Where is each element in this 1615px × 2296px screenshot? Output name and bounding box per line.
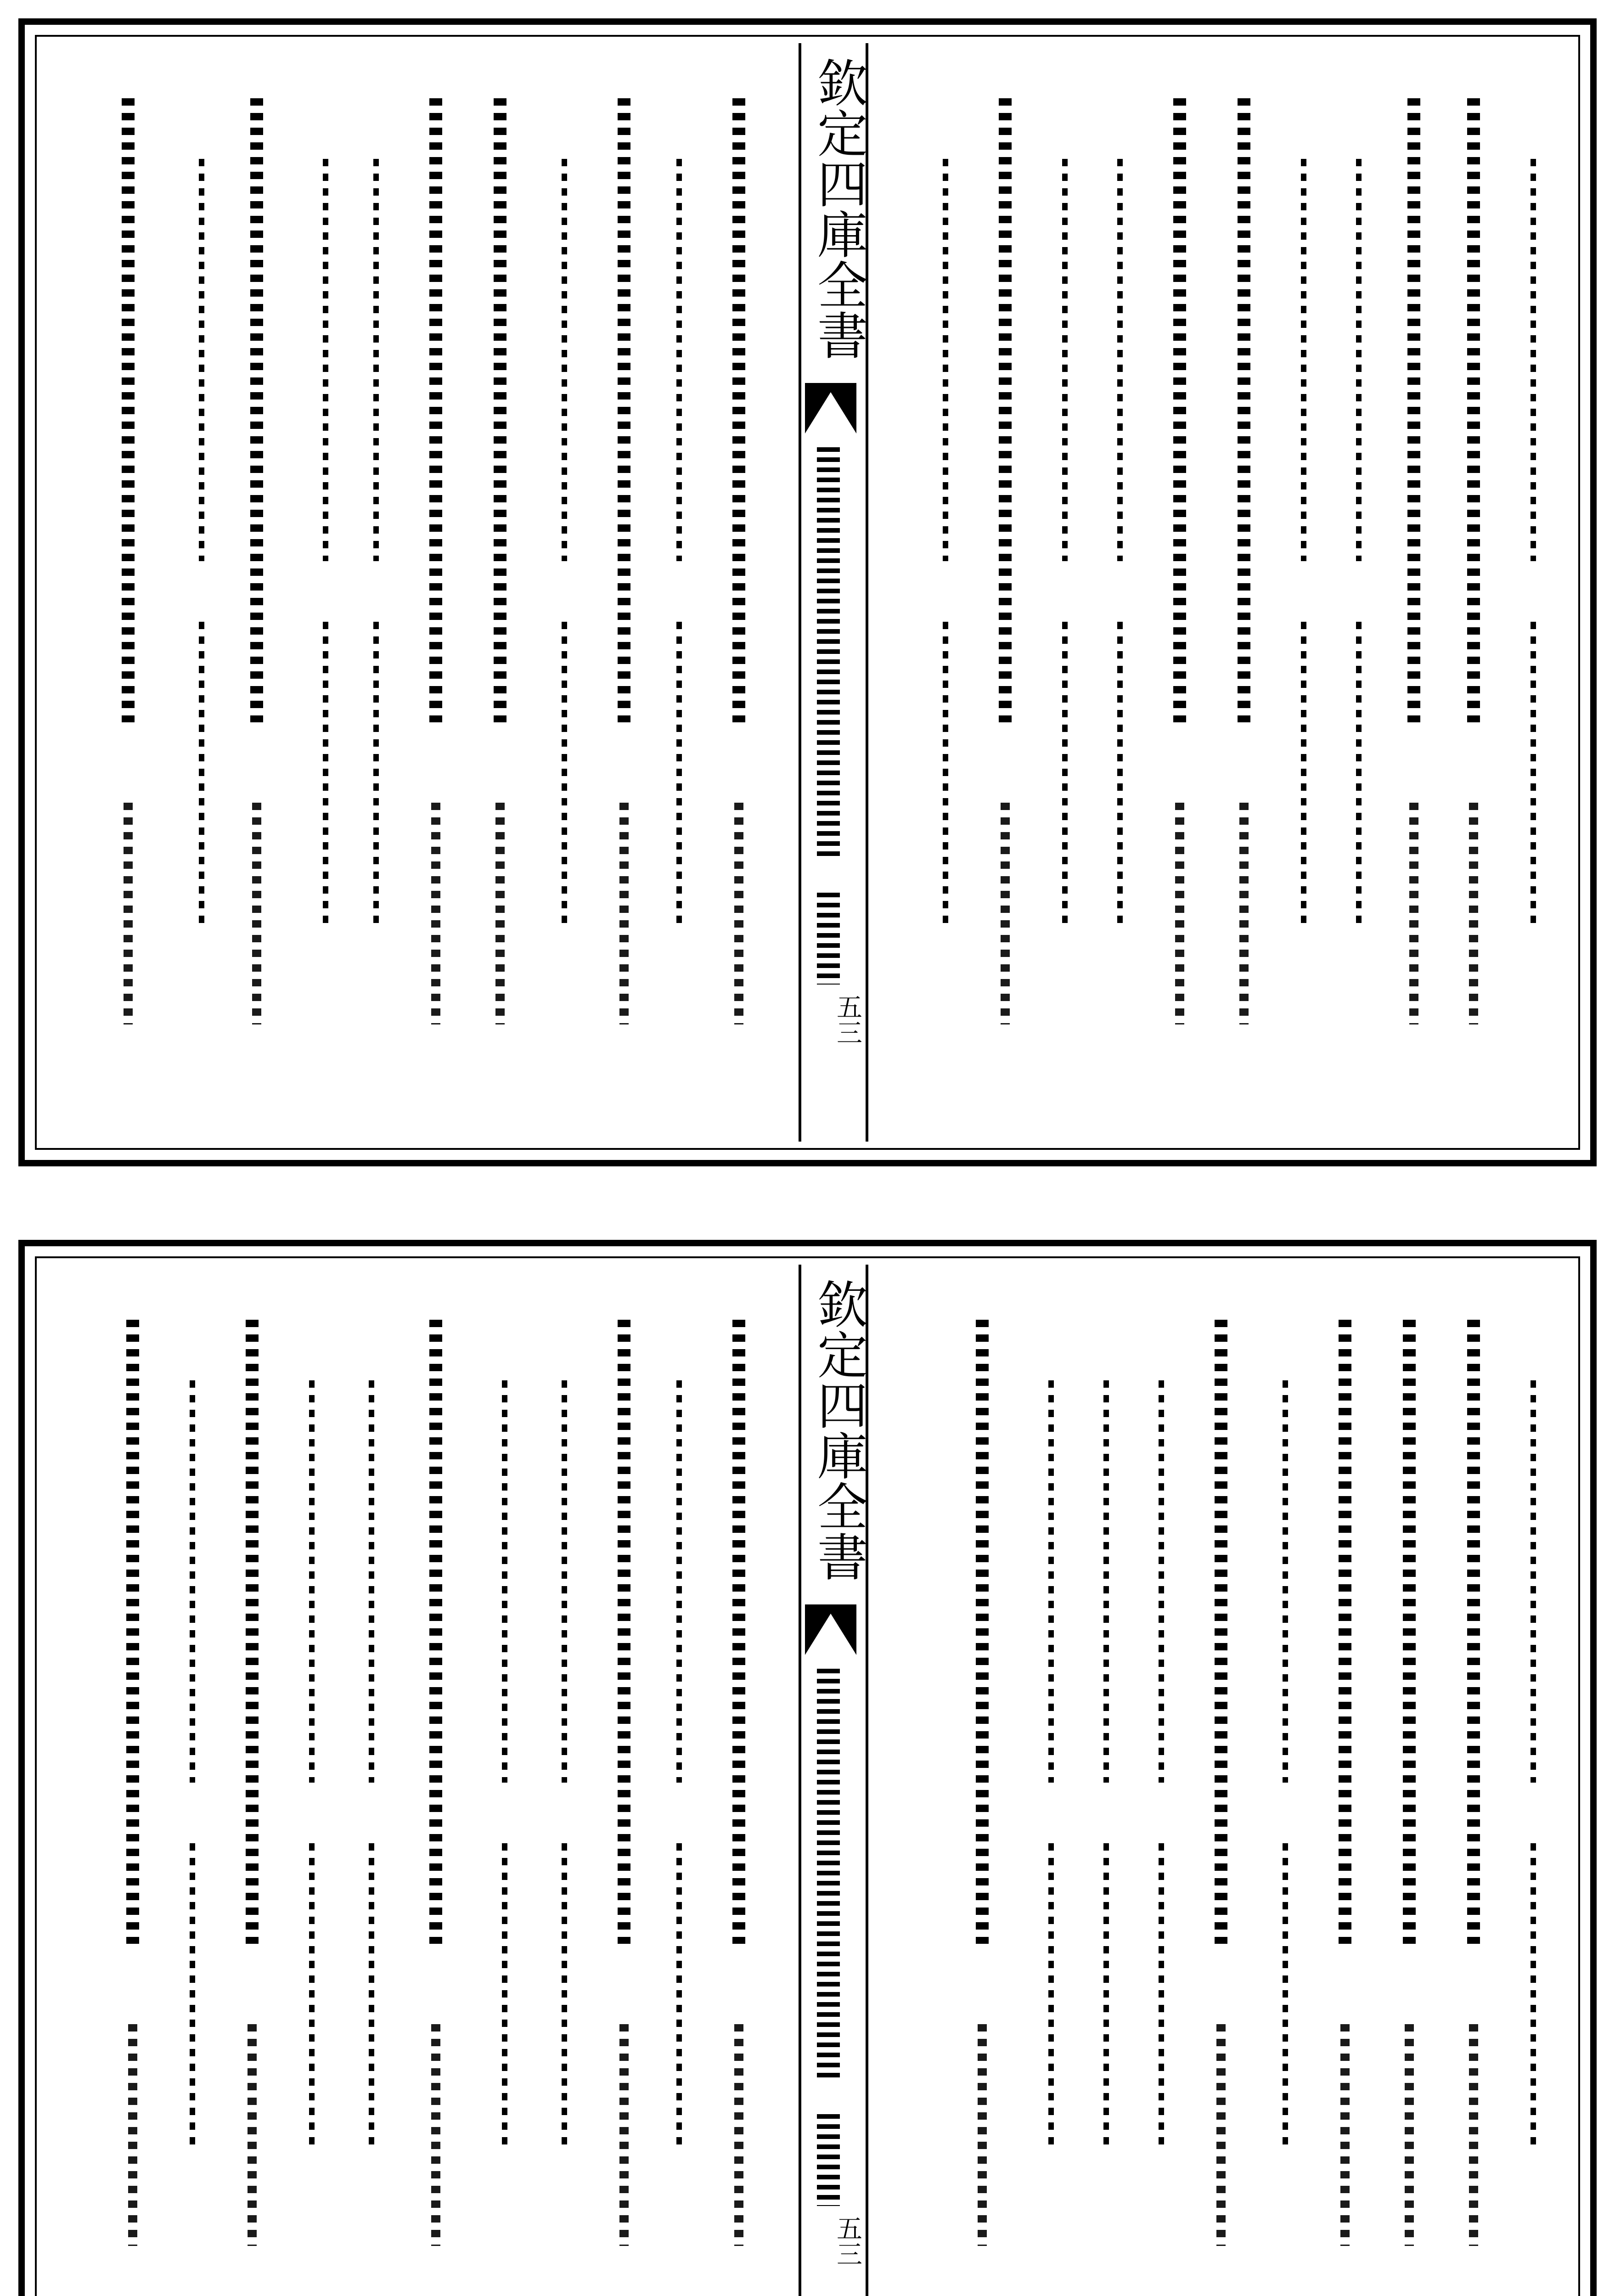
- page-spread-top: [18, 18, 1597, 1166]
- script-column: [1334, 98, 1384, 1105]
- margin-script: [817, 447, 840, 861]
- script-column: [411, 98, 461, 1105]
- script-column: [300, 98, 351, 1105]
- right-text-block: [865, 1265, 1586, 2296]
- script-column: [1219, 98, 1269, 1105]
- script-column: [654, 98, 704, 1105]
- script-column: [287, 1320, 337, 2296]
- script-column: [539, 1320, 590, 2296]
- script-column: [714, 1320, 764, 2296]
- script-column: [539, 98, 590, 1105]
- center-margin: [799, 1265, 868, 2296]
- script-column: [351, 98, 401, 1105]
- margin-script: [817, 2114, 840, 2206]
- script-column: [1508, 1320, 1559, 2296]
- script-column: [103, 98, 153, 1105]
- script-column: [1154, 98, 1205, 1105]
- script-column: [107, 1320, 158, 2296]
- script-column: [957, 1320, 1007, 2296]
- margin-script: [817, 1669, 840, 2082]
- script-column: [920, 98, 971, 1105]
- script-column: [411, 1320, 461, 2296]
- script-column: [475, 98, 525, 1105]
- left-text-block: [43, 1265, 796, 2296]
- script-column: [346, 1320, 397, 2296]
- margin-leaf-number: 五三: [833, 994, 862, 1045]
- right-text-block: [865, 43, 1586, 1142]
- script-column: [231, 98, 282, 1105]
- script-column: [1081, 1320, 1131, 2296]
- script-column: [1095, 98, 1145, 1105]
- script-column: [1320, 1320, 1370, 2296]
- fishtail-ornament-icon: [805, 1604, 856, 1655]
- script-column: [227, 1320, 277, 2296]
- script-column: [1448, 1320, 1499, 2296]
- left-text-block: [43, 43, 796, 1142]
- margin-leaf-number: 五三: [833, 2215, 862, 2267]
- script-column: [167, 1320, 218, 2296]
- script-column: [1384, 1320, 1435, 2296]
- script-column: [1508, 98, 1559, 1105]
- script-column: [176, 98, 227, 1105]
- script-column: [1448, 98, 1499, 1105]
- fishtail-ornament-icon: [805, 383, 856, 433]
- script-column: [1040, 98, 1090, 1105]
- script-column: [1196, 1320, 1246, 2296]
- margin-title: 欽定四庫全書: [809, 1278, 868, 1581]
- script-column: [1026, 1320, 1076, 2296]
- script-column: [1136, 1320, 1187, 2296]
- script-column: [479, 1320, 530, 2296]
- center-margin: [799, 43, 868, 1142]
- margin-script: [817, 893, 840, 985]
- script-column: [980, 98, 1030, 1105]
- script-column: [599, 98, 649, 1105]
- page-spread-bottom: [18, 1240, 1597, 2296]
- margin-title: 欽定四庫全書: [809, 57, 868, 360]
- script-column: [714, 98, 764, 1105]
- script-column: [1278, 98, 1329, 1105]
- script-column: [1260, 1320, 1311, 2296]
- script-column: [654, 1320, 704, 2296]
- script-column: [599, 1320, 649, 2296]
- script-column: [1389, 98, 1439, 1105]
